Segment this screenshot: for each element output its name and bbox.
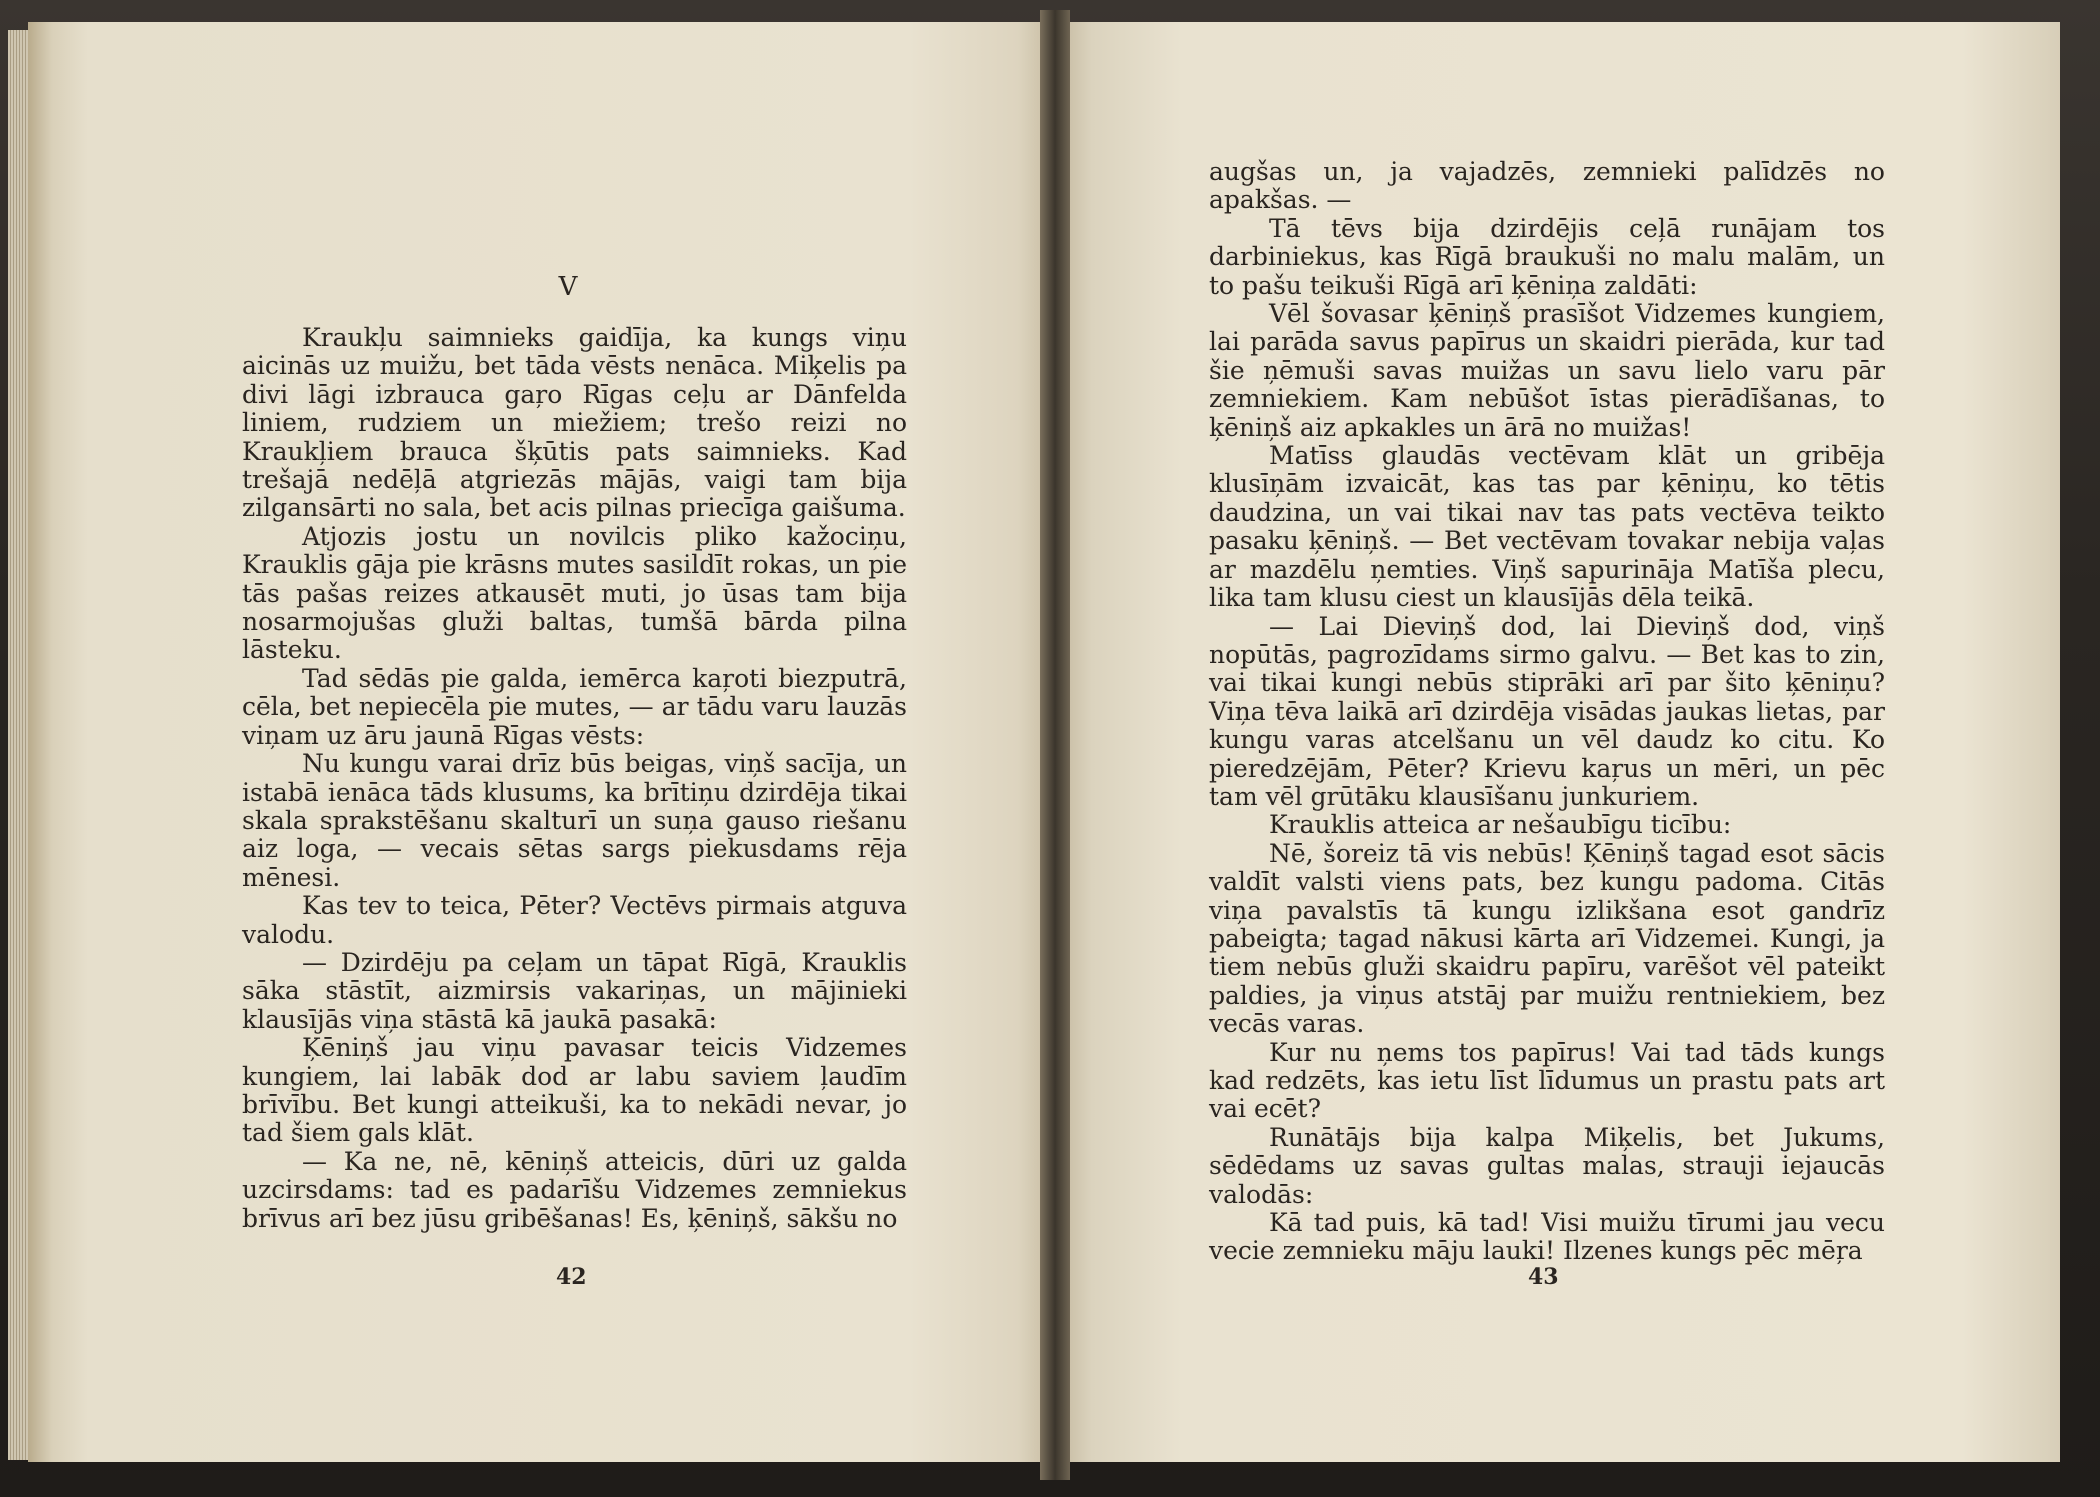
book-gutter bbox=[1040, 10, 1070, 1480]
paragraph: Matīss glaudās vectēvam klāt un gribēja klusīņām izvaicāt, kas tas par ķēniņu, ko tētis daudzina, un vai tikai nav tas pats vectēva teikto pasaku ķēniņš. — Bet vectēvam tovakar nebija vaļas ar mazdēlu ņemties. Viņš sapurināja Matīša plecu, lika tam klusu ciest un klausījās dēla teikā. bbox=[1209, 441, 1885, 613]
paragraph: Nu kungu varai drīz būs beigas, viņš sacīja, un istabā ienāca tāds klusums, ka brītiņu dzirdēja tikai skala sprakstēšanu skalturī un suņa gauso riešanu aiz loga, — vecais sētas sargs piekusdams rēja mēnesi. bbox=[242, 749, 907, 892]
paragraph: Kā tad puis, kā tad! Visi muižu tīrumi jau vecu vecie zemnieku māju lauki! Ilzenes kungs pēc mēŗa bbox=[1209, 1208, 1885, 1266]
paragraph: Kas tev to teica, Pēter? Vectēvs pirmais atguva valodu. bbox=[242, 891, 907, 949]
paragraph: Vēl šovasar ķēniņš prasīšot Vidzemes kungiem, lai parāda savus papīrus un skaidri pierāda, kur tad šie ņēmuši savas muižas un savu lielo varu pār zemniekiem. Kam nebūšot īstas pierādīšanas, to ķēniņš aiz apkakles un ārā no muižas! bbox=[1209, 299, 1885, 442]
paragraph: Nē, šoreiz tā vis nebūs! Ķēniņš tagad esot sācis valdīt valsti viens pats, bez kungu padoma. Citās viņa pavalstīs tā kungu izlikšana esot gandrīz pabeigta; tagad nākusi kārta arī Vidzemei. Kungi, ja tiem nebūs gluži skaidru papīru, varēšot vēl pateikt paldies, ja viņus atstāj par muižu rentniekiem, bez vecās varas. bbox=[1209, 838, 1885, 1039]
paragraph: Atjozis jostu un novilcis pliko kažociņu, Krauklis gāja pie krāsns mutes sasildīt rokas, un pie tās pašas reizes atkausēt muti, jo ūsas tam bija nosarmojušas gluži baltas, tumšā bārda pilna lāsteku. bbox=[242, 521, 907, 665]
paragraph: — Dzirdēju pa ceļam un tāpat Rīgā, Krauklis sāka stāstīt, aizmirsis vakariņas, un mājinieki klausījās viņa stāstā kā jaukā pasakā: bbox=[242, 947, 907, 1034]
chapter-heading: V bbox=[558, 272, 578, 302]
paragraph: Krauklis atteica ar nešaubīgu ticību: bbox=[1269, 810, 1732, 840]
paragraph: Ķēniņš jau viņu pavasar teicis Vidzemes kungiem, lai labāk dod ar labu saviem ļaudīm brīvību. Bet kungi atteikuši, ka to nekādi nevar, jo tad šiem gals klāt. bbox=[242, 1033, 907, 1148]
page-number-left: 42 bbox=[556, 1264, 587, 1290]
paragraph: — Lai Dieviņš dod, lai Dieviņš dod, viņš nopūtās, pagrozīdams sirmo galvu. — Bet kas to zin, vai tikai kungi nebūs stiprāki arī par šito ķēniņu? Viņa tēva laikā arī dzirdēja visādas jaukas lietas, par kungu varas atcelšanu un vēl daudz ko citu. Ko pieredzējām, Pēter? Krievu kaŗus un mēri, un pēc tam vēl grūtāku klausīšanu junkuriem. bbox=[1209, 611, 1885, 811]
paragraph: Runātājs bija kalpa Miķelis, bet Jukums, sēdēdams uz savas gultas malas, strauji iejaucās valodās: bbox=[1209, 1122, 1885, 1209]
paragraph: Kur nu ņems tos papīrus! Vai tad tāds kungs kad redzēts, kas ietu līst līdumus un prastu pats art vai ecēt? bbox=[1209, 1037, 1885, 1124]
paragraph: Tad sēdās pie galda, iemērca kaŗoti biezputrā, cēla, bet nepiecēla pie mutes, — ar tādu varu lauzās viņam uz āru jaunā Rīgas vēsts: bbox=[242, 663, 907, 750]
right-page-text bbox=[1209, 158, 1885, 1266]
page-number-right: 43 bbox=[1528, 1264, 1559, 1290]
paragraph: augšas un, ja vajadzēs, zemnieki palīdzēs no apakšas. — bbox=[1209, 157, 1885, 215]
paragraph: Tā tēvs bija dzirdējis ceļā runājam tos darbiniekus, kas Rīgā braukuši no malu malām, un to pašu teikuši Rīgā arī ķēniņa zaldāti: bbox=[1209, 213, 1885, 300]
paragraph: Kraukļu saimnieks gaidīja, ka kungs viņu aicinās uz muižu, bet tāda vēsts nenāca. Miķelis pa divi lāgi izbrauca gaŗo Rīgas ceļu ar Dānfelda liniem, rudziem un miežiem; trešo reizi no Kraukļiem brauca šķūtis pats saimnieks. Kad trešajā nedēļā atgriezās mājās, vaigi tam bija zilgansārti no sala, bet acis pilnas priecīga gaišuma. bbox=[242, 323, 907, 523]
paragraph: — Ka ne, nē, kēniņš atteicis, dūri uz galda uzcirsdams: tad es padarīšu Vidzemes zemniekus brīvus arī bez jūsu gribēšanas! Es, ķēniņš, sākšu no bbox=[242, 1146, 907, 1233]
left-page-text bbox=[242, 324, 907, 1233]
